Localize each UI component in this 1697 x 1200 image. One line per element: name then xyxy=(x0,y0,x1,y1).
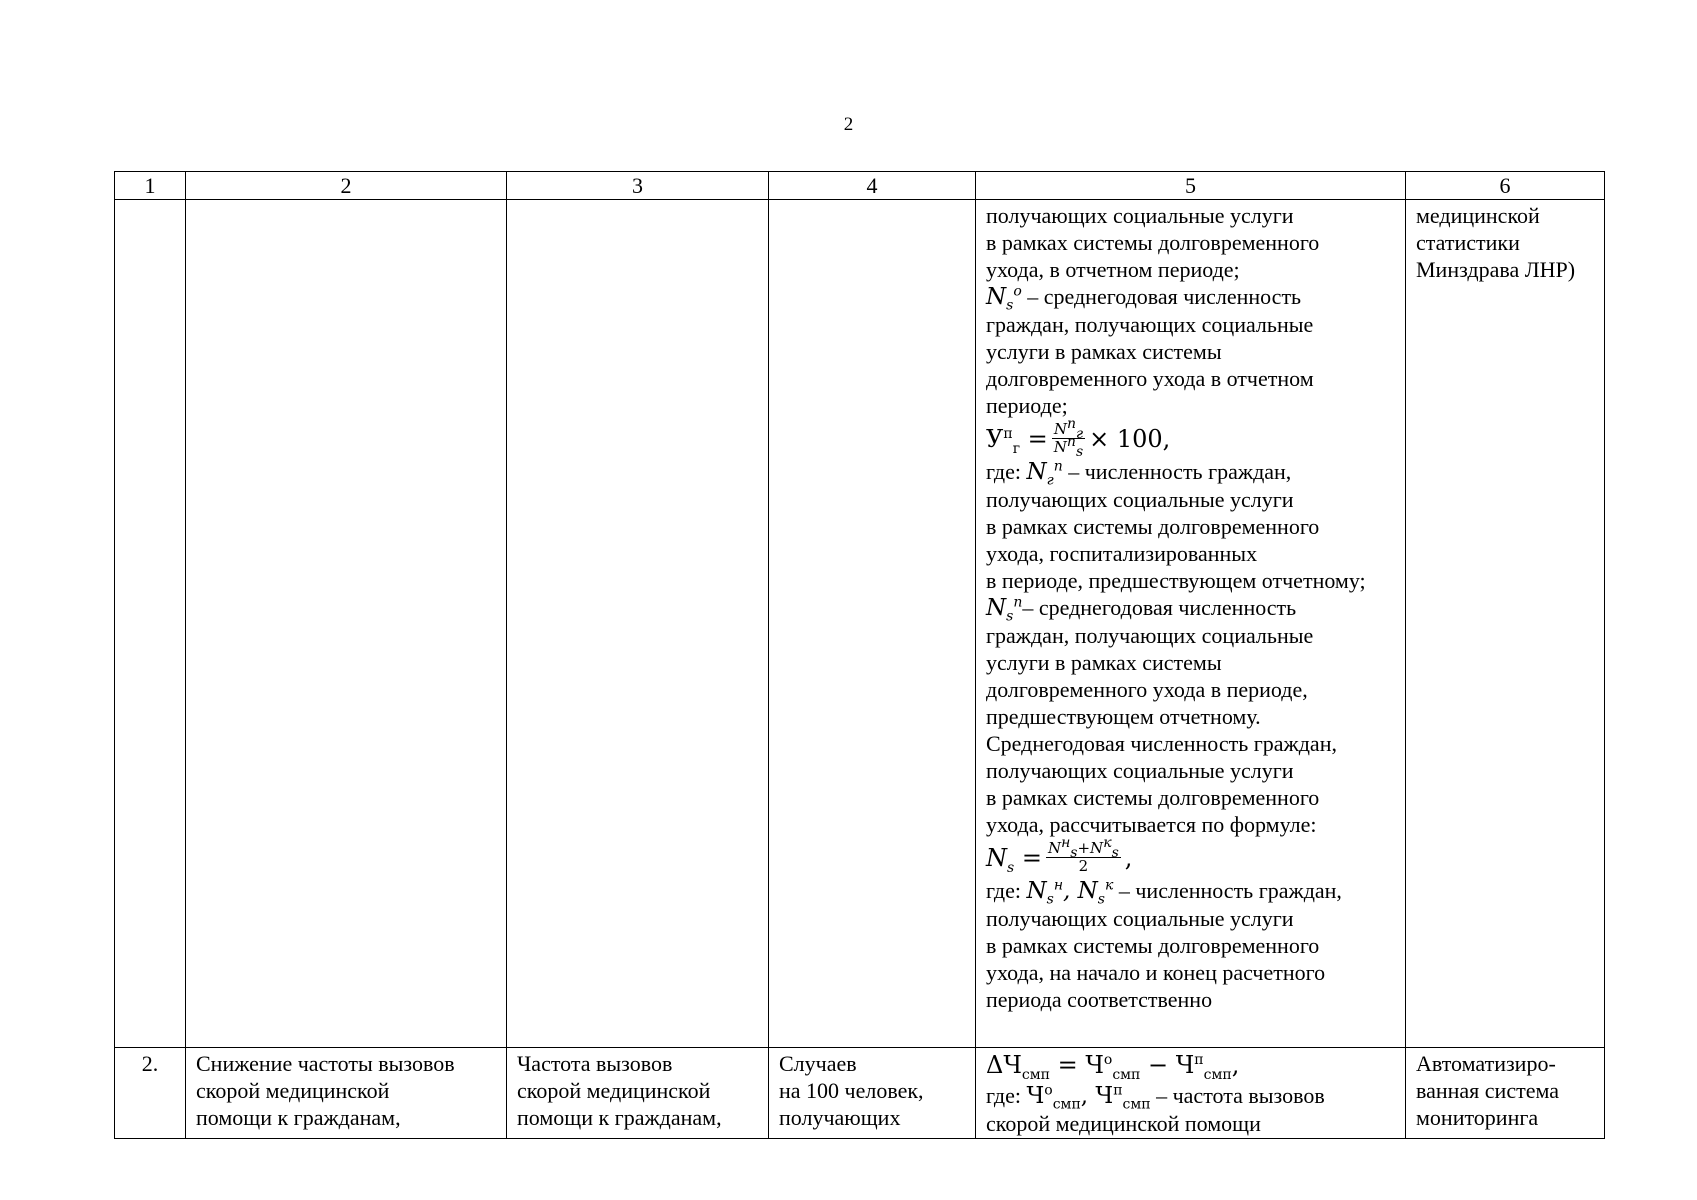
header-col-2: 2 xyxy=(186,172,507,200)
row1-col5: получающих социальные услуги в рамках системы долговременного ухода, в отчетном периоде; $N_s^о$ – среднегодовая численность граждан, получающих социальные услуги в рамках системы долговременного ухода в отчетном периоде; $У^п_г$ = $\frac{N^п_г}{N^п_s}$ × 100, где: $N_г^п$ – численность граждан, получающих социальные услуги в рамках системы долговременного ухода, госпитализированных в периоде, предшествующем отчетному; $N_s^п-$ среднегодовая численность граждан, получающих социальные услуги в рамках системы долговременного ухода в периоде, предшествующем отчетному. Среднегодовая численность граждан, получающих социальные услуги в рамках системы долговременного ухода, рассчитывается по формуле: $N_s$ = $\frac{N^н_s+N^к_s}{2}$ , где: $N_s^н$, $N_s^к$ – численность граждан, получающих социальные услуги в рамках системы долговременного ухода, на начало и конец расчетного периода соответственно xyxy=(976,200,1406,1048)
ns-o-definition: $N_s^о$ – среднегодовая численность xyxy=(986,283,1302,314)
formula-hospitalization-share: $У^п_г$ = $\frac{N^п_г}{N^п_s}$ × 100, xyxy=(986,416,1171,460)
call-frequency-definition: где: $Ч^о_{смп}$, $Ч^п_{смп}$ – частота вызовов xyxy=(986,1082,1325,1113)
row2-col4: Случаев на 100 человек, получающих xyxy=(769,1048,976,1139)
ng-definition: где: $N_г^п$ – численность граждан, xyxy=(986,458,1292,489)
row1-col3 xyxy=(507,200,769,1048)
indicators-table xyxy=(114,171,1605,1139)
table-header-row xyxy=(115,172,1605,200)
row1-col4 xyxy=(769,200,976,1048)
row1-col6: медицинской статистики Минздрава ЛНР) xyxy=(1406,200,1605,1048)
header-col-3: 3 xyxy=(507,172,769,200)
table-row xyxy=(115,1048,1605,1139)
row2-col2: Снижение частоты вызовов скорой медицинской помощи к гражданам, xyxy=(186,1048,507,1139)
header-col-5: 5 xyxy=(976,172,1406,200)
row2-col1: 2. xyxy=(115,1048,186,1139)
row1-col1 xyxy=(115,200,186,1048)
header-col-4: 4 xyxy=(769,172,976,200)
row2-col6: Автоматизиро- ванная система мониторинга xyxy=(1406,1048,1605,1139)
page-number: 2 xyxy=(843,114,854,135)
nsnk-definition: где: $N_s^н$, $N_s^к$ – численность граждан, xyxy=(986,877,1342,908)
table-row xyxy=(115,200,1605,1048)
row1-col2 xyxy=(186,200,507,1048)
formula-call-frequency-change: $\Delta Ч_{смп} = Ч^о_{смп} - Ч^п_{смп}$ , xyxy=(986,1051,1240,1083)
row2-col5: $\Delta Ч_{смп} = Ч^о_{смп} - Ч^п_{смп}$ , где: $Ч^о_{смп}$, $Ч^п_{смп}$ – частота вызовов скорой медицинской помощи xyxy=(976,1048,1406,1139)
ns-p-definition: $N_s^п-$ среднегодовая численность xyxy=(986,594,1297,625)
header-col-1: 1 xyxy=(115,172,186,200)
formula-average-count: $N_s$ = $\frac{N^н_s+N^к_s}{2}$ , xyxy=(986,835,1133,876)
row2-col3: Частота вызовов скорой медицинской помощи к гражданам, xyxy=(507,1048,769,1139)
header-col-6: 6 xyxy=(1406,172,1605,200)
